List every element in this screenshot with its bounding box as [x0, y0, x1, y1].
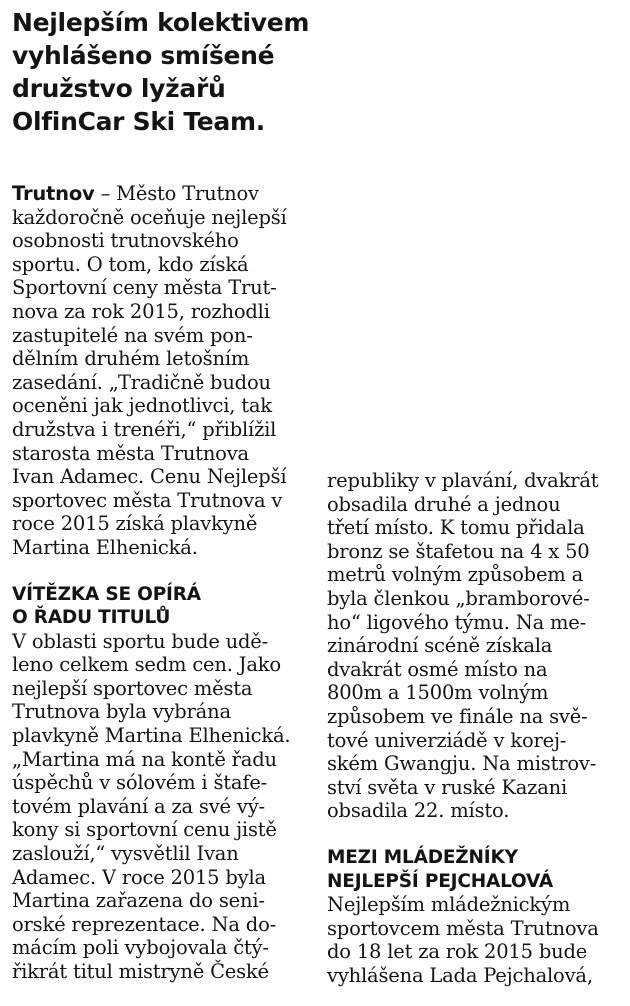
body-line: sportovec města Trutnova v — [12, 488, 283, 512]
body-line: ském Gwangju. Na mistrov- — [327, 752, 597, 776]
section-heading-line: VÍTĚZKA SE OPÍRÁ — [12, 583, 201, 605]
body-line: V oblasti sportu bude udě- — [12, 629, 269, 653]
body-line: oceněni jak jednotlivci, tak — [12, 394, 272, 418]
body-line: zinárodní scéně získala — [327, 634, 553, 658]
body-line: kony si sportovní cenu jistě — [12, 818, 277, 842]
body-line: Adamec. V roce 2015 byla — [12, 865, 266, 889]
body-line: bronz se štafetou na 4 x 50 — [327, 539, 590, 563]
body-line: orské reprezentace. Na do- — [12, 912, 277, 936]
body-line: každoročně oceňuje nejlepší — [12, 205, 287, 229]
body-line: sportu. O tom, kdo získá — [12, 252, 249, 276]
body-line: vyhlášena Lada Pejchalová, — [327, 963, 593, 987]
body-line: Martina zařazena do seni- — [12, 889, 265, 913]
headline-line: vyhlášeno smíšené — [12, 41, 275, 70]
body-line: zastupitelé na svém pon- — [12, 323, 253, 347]
section-heading — [12, 583, 312, 630]
left-column — [12, 182, 312, 984]
body-line: tovém plavání a za své vý- — [12, 794, 265, 818]
body-line: sportovcem města Trutnova — [327, 916, 599, 940]
section-heading — [327, 846, 627, 893]
body-line: Sportovní ceny města Trut- — [12, 276, 277, 300]
body-line: do 18 let za rok 2015 bude — [327, 940, 588, 964]
article-headline — [12, 6, 612, 138]
body-line: „Martina má na kontě řadu — [12, 747, 277, 771]
body-line: Martina Elhenická. — [12, 535, 198, 559]
body-line: ho“ ligového týmu. Na me- — [327, 610, 587, 634]
paragraph-gap — [327, 823, 627, 846]
body-line: zaslouží,“ vysvětlil Ivan — [12, 842, 239, 866]
section-heading-line: O ŘADU TITULŮ — [12, 607, 171, 629]
body-line: metrů volným způsobem a — [327, 563, 584, 587]
body-line: – Město Trutnov — [94, 182, 259, 205]
body-line: leno celkem sedm cen. Jako — [12, 653, 281, 677]
headline-line: OlfinCar Ski Team. — [12, 107, 265, 136]
body-line: Trutnova byla vybrána — [12, 700, 231, 724]
body-line: ství světa v ruské Kazani — [327, 775, 568, 799]
body-line: nejlepší sportovec města — [12, 676, 253, 700]
body-line: obsadila druhé a jednou — [327, 492, 561, 516]
body-line: dělním druhém letošním — [12, 347, 250, 371]
body-line: obsadila 22. místo. — [327, 799, 510, 823]
body-line: nova za rok 2015, rozhodli — [12, 299, 270, 323]
body-line: 800m a 1500m volným — [327, 681, 549, 705]
headline-line: družstvo lyžařů — [12, 74, 226, 103]
body-line: plavkyně Martina Elhenická. — [12, 724, 291, 748]
body-line: mácím poli vybojovala čtý- — [12, 936, 269, 960]
body-line: Ivan Adamec. Cenu Nejlepší — [12, 465, 287, 489]
section-paragraph — [12, 630, 312, 984]
body-line: řikrát titul mistryně České — [12, 960, 269, 983]
body-line: zasedání. „Tradičně budou — [12, 370, 271, 394]
section-paragraph — [327, 893, 627, 987]
body-line: Nejlepším mládežnickým — [327, 893, 571, 917]
intro-paragraph — [12, 182, 312, 560]
section-heading-line: MEZI MLÁDEŽNÍKY — [327, 846, 518, 868]
body-line: třetí místo. K tomu přidala — [327, 516, 585, 540]
body-line: roce 2015 získá plavkyně — [12, 512, 258, 536]
section-heading-line: NEJLEPŠÍ PEJCHALOVÁ — [327, 870, 554, 892]
right-column — [327, 469, 627, 987]
body-line: osobnosti trutnovského — [12, 229, 239, 253]
body-line: tové univerziádě v korej- — [327, 728, 567, 752]
body-line: starosta města Trutnova — [12, 441, 249, 465]
headline-line: Nejlepším kolektivem — [12, 8, 310, 37]
body-line: dvakrát osmé místo na — [327, 657, 548, 681]
body-line: byla členkou „bramborové- — [327, 586, 590, 610]
intro-first-line — [12, 182, 312, 206]
section-paragraph-continued — [327, 469, 627, 823]
paragraph-gap — [12, 560, 312, 583]
body-line: úspěchů v sólovém i štafe- — [12, 771, 268, 795]
body-line: družstva i trenéři,“ přiblížil — [12, 417, 277, 441]
dateline: Trutnov — [12, 182, 95, 205]
body-line: republiky v plavání, dvakrát — [327, 469, 599, 492]
body-line: způsobem ve finále na svě- — [327, 704, 588, 728]
